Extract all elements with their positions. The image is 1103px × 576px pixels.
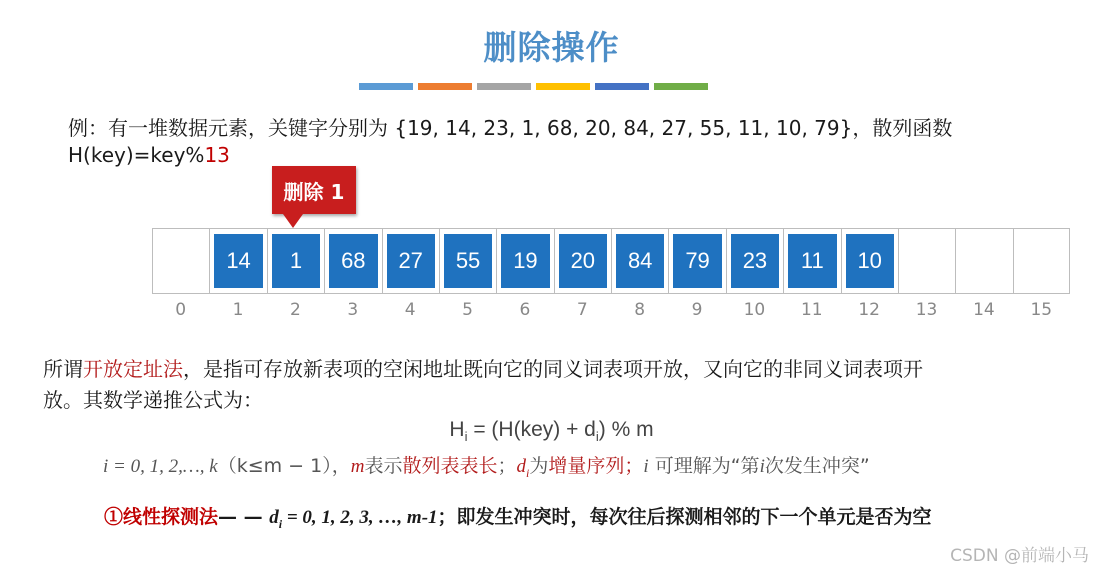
index-condition: （k≤m − 1） [217, 455, 332, 477]
increment-values: = 0, 1, 2, 3, …, m-1 [282, 507, 438, 528]
hash-index-label: 8 [634, 300, 646, 320]
hash-cell [268, 229, 325, 293]
hash-cell [899, 229, 956, 293]
watermark: CSDN @前端小马 [950, 546, 1089, 566]
hash-cell-value: 84 [616, 234, 664, 288]
hash-index-label: 2 [290, 300, 301, 320]
hash-index-label: 6 [519, 300, 531, 320]
stripe-1 [359, 83, 413, 90]
hash-cell-value: 10 [846, 234, 894, 288]
hash-cell-value: 79 [673, 234, 721, 288]
i-description-end: 次发生冲突” [764, 455, 870, 477]
d-subscript: i [526, 465, 530, 480]
hash-index-label: 12 [858, 300, 880, 320]
d-subscript: i [278, 516, 283, 531]
hash-cell [612, 229, 669, 293]
hash-cell-value: 11 [788, 234, 836, 288]
separator: ， [331, 455, 351, 477]
m-description: 表示 [364, 455, 403, 477]
i-symbol: i [643, 456, 649, 477]
hash-cell [727, 229, 784, 293]
hash-index-label: 13 [915, 300, 938, 320]
hash-index-label: 15 [1030, 300, 1053, 320]
formula-end: ) % m [598, 418, 654, 441]
hash-index-label: 10 [743, 300, 766, 320]
open-addressing-term: 开放定址法 [83, 357, 183, 381]
recurrence-formula [0, 418, 1103, 444]
hash-cell-value: 1 [272, 234, 320, 288]
formula-d-sub: i [595, 429, 599, 445]
hash-cell [383, 229, 440, 293]
d-description: 为 [529, 455, 549, 477]
hash-table [152, 228, 1070, 294]
hash-cell [784, 229, 841, 293]
hash-function-text: H(key)=key% [68, 143, 205, 167]
hash-cell [210, 229, 267, 293]
open-addressing-paragraph-line-1 [43, 353, 923, 382]
dash: — — [218, 506, 270, 528]
i-description: 可理解为“第 [648, 455, 760, 477]
m-symbol: m [350, 456, 365, 477]
hash-cell-value: 68 [329, 234, 377, 288]
table-length-term: 散列表表长 [402, 455, 498, 477]
linear-probing-label: ①线性探测法 [104, 506, 219, 528]
d-symbol: d [269, 507, 279, 528]
d-symbol: d [516, 456, 527, 477]
hash-cell-value: 19 [501, 234, 549, 288]
hash-index-label: 11 [800, 300, 823, 320]
hash-cell [555, 229, 612, 293]
hash-cell-value: 27 [387, 234, 435, 288]
paragraph-text: ，是指可存放新表项的空闲地址既向它的同义词表项开放，又向它的非同义词表项开 [183, 357, 923, 381]
separator: ； [497, 455, 517, 477]
formula-h-sub: i [464, 429, 468, 445]
delete-callout-pointer [283, 214, 303, 228]
hash-index-label: 14 [973, 300, 995, 320]
formula-explanation [103, 451, 870, 481]
hash-cell-value: 20 [559, 234, 607, 288]
hash-index-label: 4 [404, 300, 416, 320]
formula-h: H [449, 418, 465, 441]
hash-cell [956, 229, 1013, 293]
hash-index-label: 1 [232, 300, 244, 320]
hash-cell [1014, 229, 1071, 293]
hash-cell [325, 229, 382, 293]
delete-callout: 删除 1 [272, 166, 356, 214]
increment-sequence-term: 增量序列； [548, 455, 644, 477]
i-inline: i [759, 456, 765, 477]
hash-cell [497, 229, 554, 293]
hash-cell-value: 14 [214, 234, 262, 288]
stripe-2 [418, 83, 472, 90]
hash-cell [153, 229, 210, 293]
hash-cell-value: 23 [731, 234, 779, 288]
hash-modulus: 13 [204, 143, 230, 167]
hash-cell [669, 229, 726, 293]
hash-function [68, 143, 230, 167]
stripe-6 [654, 83, 708, 90]
hash-index-label: 3 [347, 300, 359, 320]
stripe-3 [477, 83, 531, 90]
page-title: 删除操作 [483, 28, 620, 67]
hash-index-label: 0 [175, 300, 187, 320]
stripe-4 [536, 83, 590, 90]
formula-mid: = (H(key) + d [467, 418, 596, 441]
stripe-5 [595, 83, 649, 90]
paragraph-text: 所谓 [43, 357, 83, 381]
hash-cell [842, 229, 899, 293]
linear-probing-line [104, 502, 932, 532]
hash-cell [440, 229, 497, 293]
open-addressing-paragraph-line-2: 放。其数学递推公式为： [43, 388, 263, 412]
hash-index-label: 7 [576, 300, 588, 320]
hash-index-label: 5 [462, 300, 473, 320]
index-range: i = 0, 1, 2,…, k [103, 456, 218, 477]
example-text: 例：有一堆数据元素，关键字分别为 {19, 14, 23, 1, 68, 20, 84, 27, 55, 11, 10, 79}，散列函数 [68, 116, 953, 140]
linear-probing-description: ；即发生冲突时，每次往后探测相邻的下一个单元是否为空 [437, 506, 932, 528]
hash-cell-value: 55 [444, 234, 492, 288]
hash-index-label: 9 [691, 300, 703, 320]
